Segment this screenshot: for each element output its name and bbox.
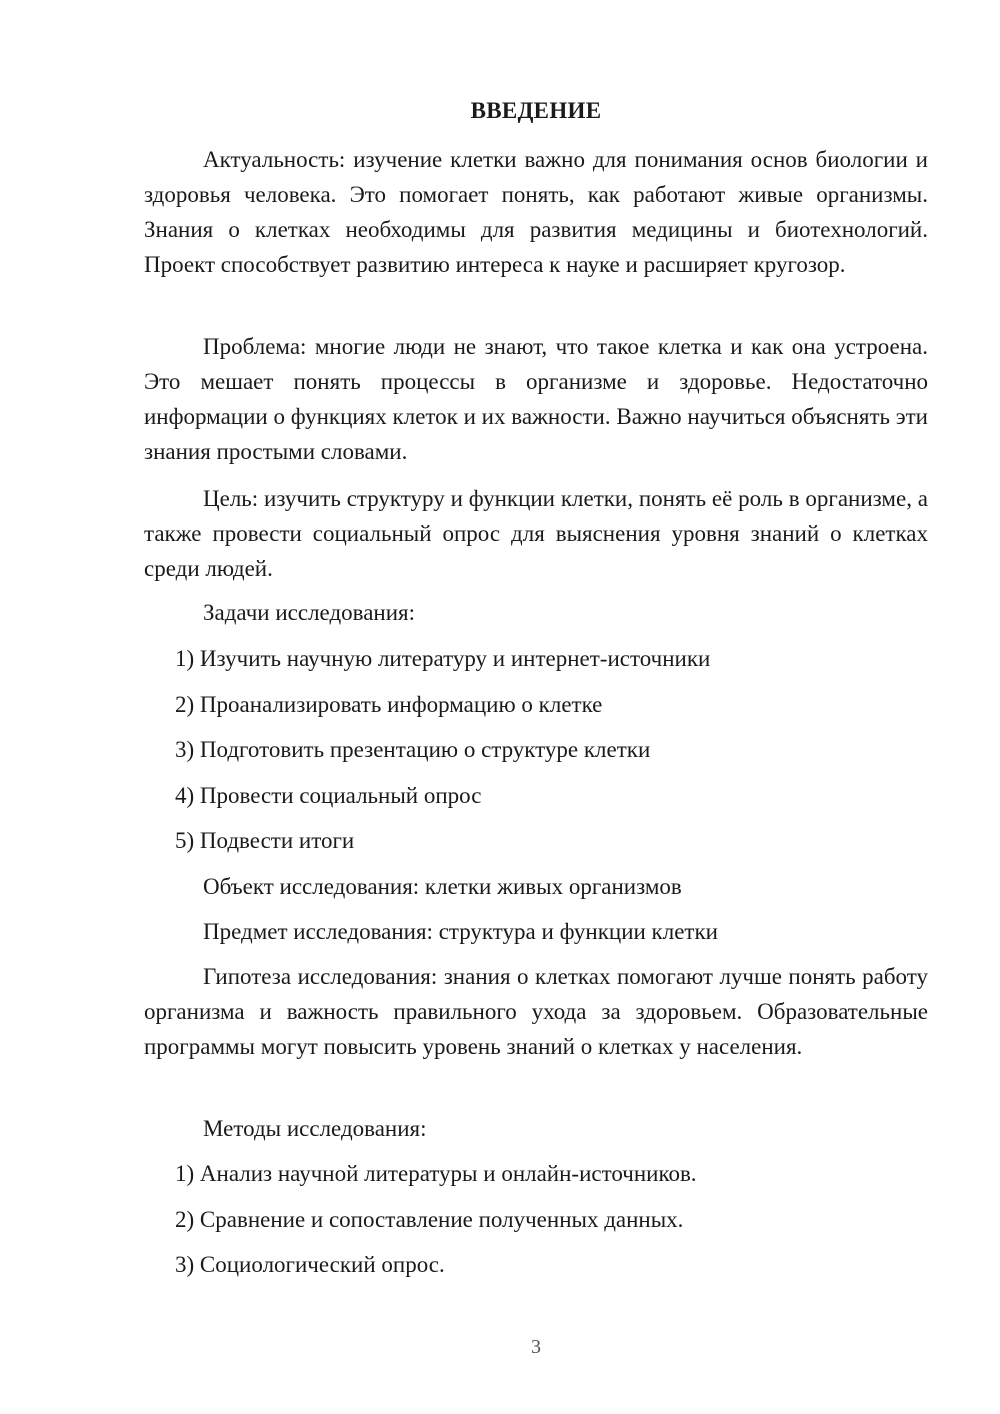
method-item: 3) Социологический опрос.: [175, 1252, 445, 1277]
task-item: 3) Подготовить презентацию о структуре клетки: [175, 737, 651, 762]
task-item: 1) Изучить научную литературу и интернет-источники: [175, 646, 711, 671]
problem-paragraph: Проблема: многие люди не знают, что такое клетка и как она устроена. Это мешает понять процессы в организме и здоровье. Недостаточно информации о функциях клеток и их важности. Важно научиться объяснять эти знания простыми словами.: [144, 334, 928, 464]
methods-heading: Методы исследования:: [203, 1116, 427, 1141]
section-heading: ВВЕДЕНИЕ: [470, 98, 602, 123]
task-item: 4) Провести социальный опрос: [175, 783, 482, 808]
goal-paragraph: Цель: изучить структуру и функции клетки, понять её роль в организме, а также провести социальный опрос для выяснения уровня знаний о клетках среди людей.: [144, 486, 928, 581]
task-item: 5) Подвести итоги: [175, 828, 355, 853]
hypothesis-paragraph: Гипотеза исследования: знания о клетках помогают лучше понять работу организма и важность правильного ухода за здоровьем. Образовательные программы могут повысить уровень знаний о клетках у населения.: [144, 964, 928, 1059]
method-item: 1) Анализ научной литературы и онлайн-источников.: [175, 1161, 697, 1186]
research-object: Объект исследования: клетки живых организмов: [203, 874, 682, 899]
method-item: 2) Сравнение и сопоставление полученных данных.: [175, 1207, 684, 1232]
page-number: 3: [531, 1336, 541, 1358]
research-subject: Предмет исследования: структура и функции клетки: [203, 919, 718, 944]
task-item: 2) Проанализировать информацию о клетке: [175, 692, 603, 717]
tasks-heading: Задачи исследования:: [203, 600, 416, 625]
relevance-paragraph: Актуальность: изучение клетки важно для понимания основ биологии и здоровья человека. Это помогает понять, как работают живые организмы. Знания о клетках необходимы для развития медицины и биотехнологий. Проект способствует развитию интереса к науке и расширяет кругозор.: [144, 147, 928, 277]
